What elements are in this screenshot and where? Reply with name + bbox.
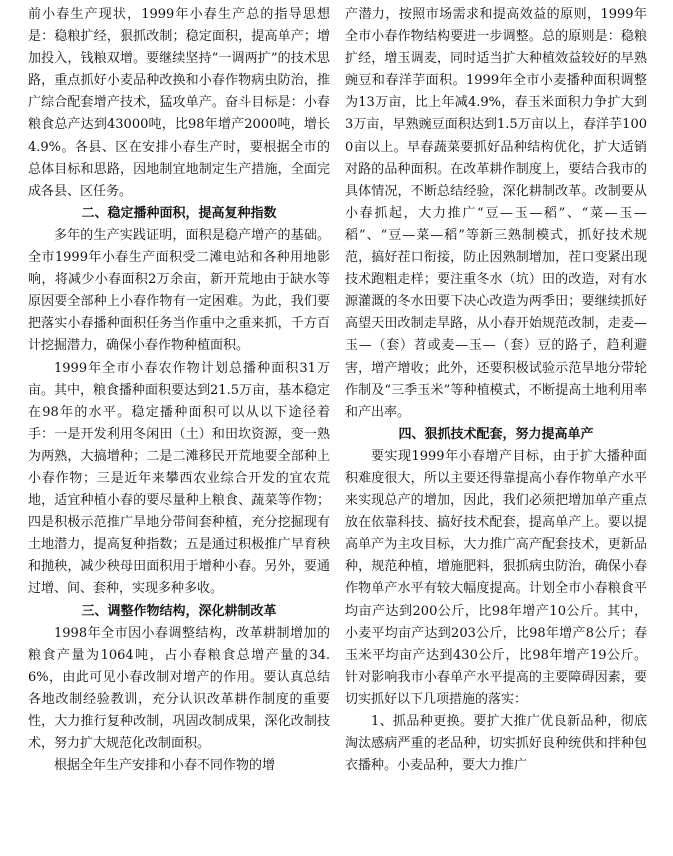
paragraph: 前小春生产现状，1999年小春生产总的指导思想是：稳粮扩经，狠抓改制；稳定面积，提高单产；增加投入，钱粮双增。要继续坚持“一调两扩”的技术思路，重点抓好小麦品种改换和小春作物病虫防治，推广综合配套增产技术，猛攻单产。奋斗目标是：小春粮食总产达到43000吨，比98年增产2000吨，增长4.9%。各县、区在安排小春生产时，要根据全市的总体目标和思路，因地制宜地制定生产措施，全面完成各县、区任务。 bbox=[28, 7, 330, 199]
section-heading: 二、稳定播种面积，提高复种指数 bbox=[81, 205, 277, 221]
section-heading: 四、狠抓技术配套，努力提高单产 bbox=[398, 426, 594, 442]
left-column bbox=[28, 4, 330, 777]
paragraph: 多年的生产实践证明，面积是稳产增产的基础。全市1999年小春生产面积受二滩电站和各种用地影响，将减少小春面积2万余亩，新开荒地由于缺水等原因要全部种上小春作物有一定困难。为此，我们要把落实小春播种面积任务当作重中之重来抓，千方百计挖掘潜力，确保小春作物种植面积。 bbox=[28, 227, 330, 354]
paragraph: 1、抓品种更换。要扩大推广优良新品种，彻底淘汰感病严重的老品种，切实抓好良种统供和拌种包衣播种。小麦品种，要大力推广 bbox=[345, 714, 647, 774]
paragraph: 要实现1999年小春增产目标，由于扩大播种面积难度很大，所以主要还得靠提高小春作物单产水平来实现总产的增加，因此，我们必须把增加单产重点放在依靠科技、搞好技术配套，提高单产上。要以提高单产为主攻目标，大力推广高产配套技术，更新品种，规范种植，增施肥料，狠抓病虫防治，确保小春作物单产水平有较大幅度提高。计划全市小春粮食平均亩产达到200公斤，比98年增产10公斤。其中，小麦平均亩产达到203公斤，比98年增产8公斤；春玉米平均亩产达到430公斤，比98年增产19公斤。针对影响我市小春单产水平提高的主要障碍因素，要切实抓好以下几项措施的落实： bbox=[345, 448, 647, 707]
right-column bbox=[345, 4, 647, 777]
paragraph: 根据全年生产安排和小春不同作物的增 bbox=[54, 758, 276, 774]
paragraph: 1998年全市因小春调整结构，改革耕制增加的粮食产量为1064吨，占小春粮食总增产量的34.6%，由此可见小春改制对增产的作用。要认真总结各地改制经验教训，充分认识改革耕作制度的重要性，大力推行复种改制，巩固改制成果，深化改制技术，努力扩大规范化改制面积。 bbox=[28, 625, 330, 752]
paragraph: 产潜力，按照市场需求和提高效益的原则，1999年全市小春作物结构要进一步调整。总的原则是：稳粮扩经，增玉调麦，同时适当扩大种植效益较好的早熟豌豆和春洋芋面积。1999年全市小麦播种面积调整为13万亩，比上年减4.9%，春玉米面积力争扩大到3万亩，早熟豌豆面积达到1.5万亩以上，春洋芋1000亩以上。早春蔬菜要抓好品种结构优化，扩大适销对路的品种面积。在改革耕作制度上，要结合我市的具体情况，不断总结经验，深化耕制改革。改制要从小春抓起，大力推广“豆—玉—稻”、“菜—玉—稻”、“豆—菜—稻”等新三熟制模式，抓好技术规范，搞好茬口衔接，防止因熟制增加，茬口变紧出现技术跑粗走样；要注重冬水（坑）田的改造，对有水源灌溉的冬水田要下决心改造为两季田；要继续抓好高望天田改制走旱路，从小春开始规范改制，走麦—玉—（套）苕或麦—玉—（套）豆的路子，趋利避害，增产增收；此外，还要积极试验示范旱地分带轮作制及“三季玉米”等种植模式，不断提高土地利用率和产出率。 bbox=[345, 7, 647, 420]
paragraph: 1999年全市小春农作物计划总播种面积31万亩。其中，粮食播种面积要达到21.5万亩，基本稳定在98年的水平。稳定播种面积可以从以下途径着手：一是开发利用冬闲田（土）和田坎资源，变一熟为两熟，大搞增种；二是二滩移民开荒地要全部种上小春作物；三是近年来攀西农业综合开发的宜农荒地，适宜种植小春的要尽量种上粮食、蔬菜等作物；四是积极示范推广旱地分带间套种植，充分挖掘现有土地潜力，提高复种指数；五是通过积极推广早育秧和抛秧，减少秧母田面积用于增种小春。另外，要通过增、间、套种，实现多种多收。 bbox=[28, 360, 330, 597]
section-heading: 三、调整作物结构，深化耕制改革 bbox=[81, 603, 277, 619]
